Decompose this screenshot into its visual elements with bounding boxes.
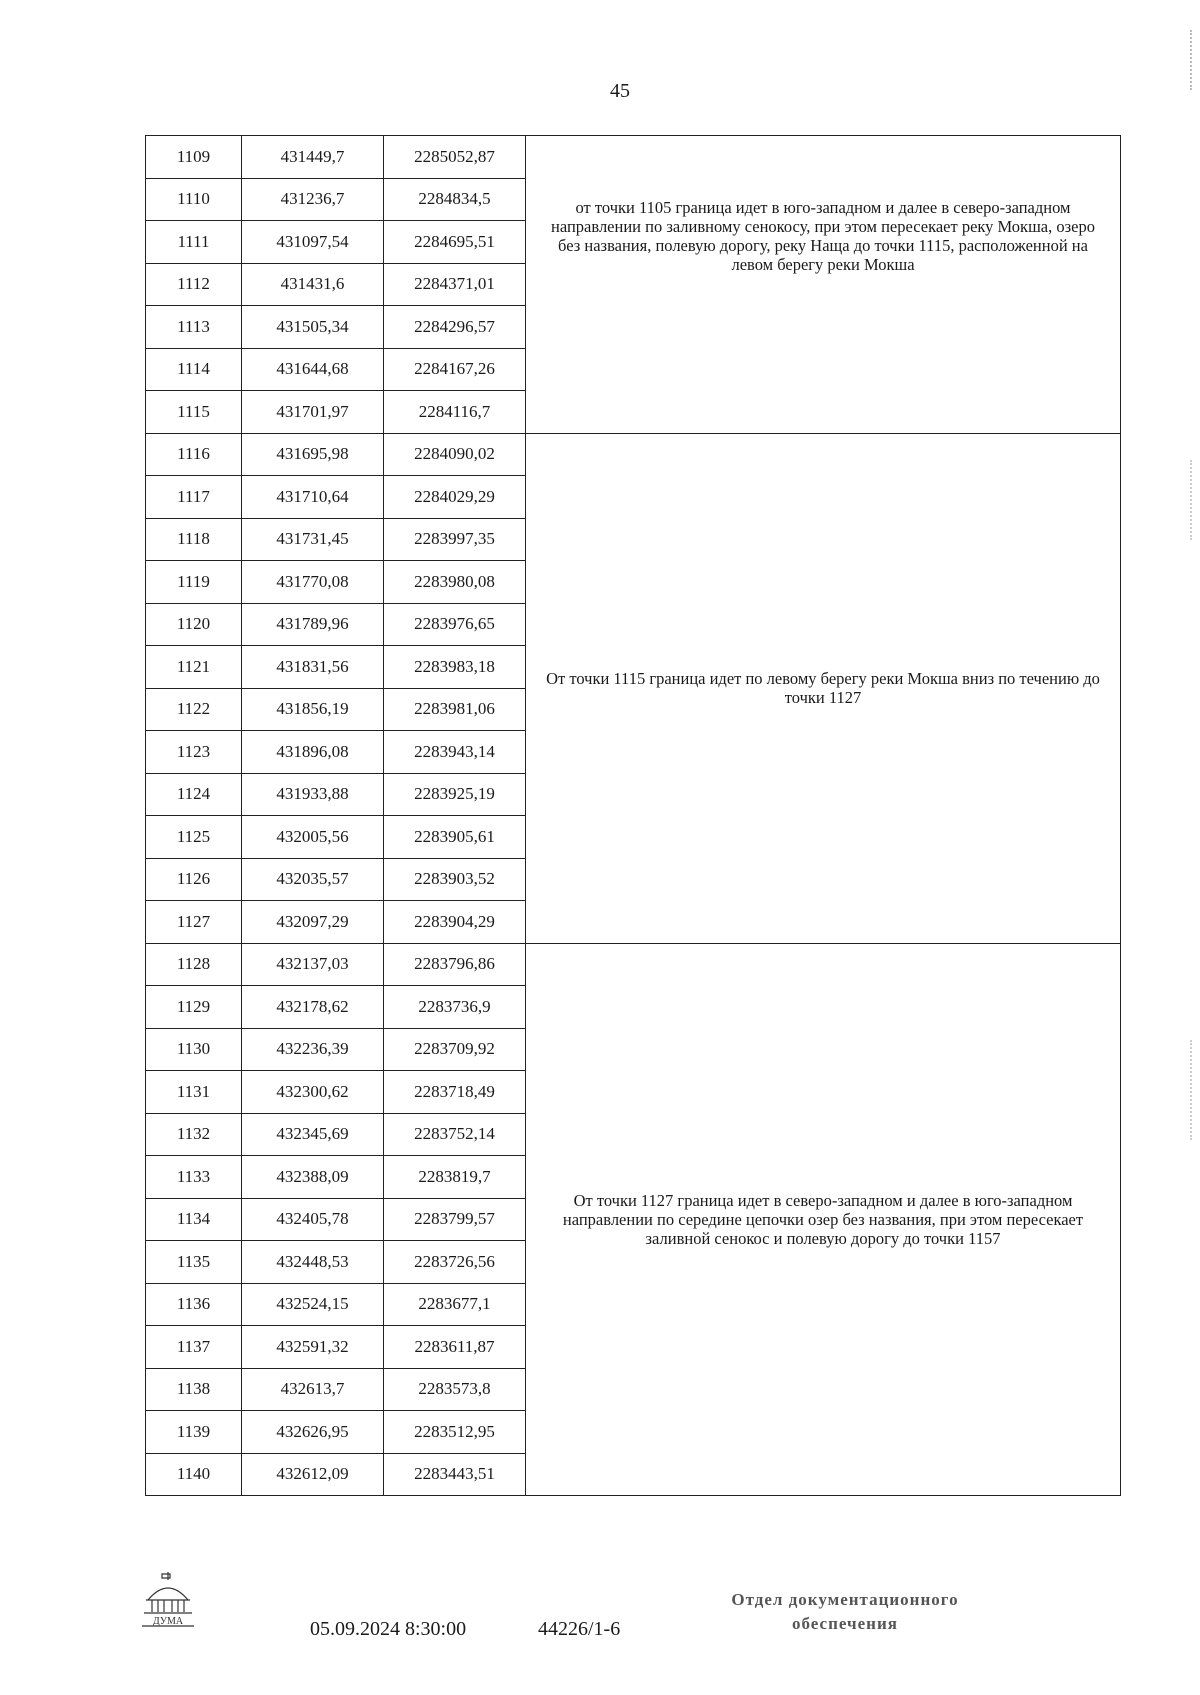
point-number: 1138 [146,1368,242,1411]
table-row [146,943,1121,986]
stamp-date: 05.09.2024 8:30:00 [310,1618,467,1640]
point-number: 1127 [146,901,242,944]
x-coordinate: 432035,57 [242,858,384,901]
y-coordinate: 2284834,5 [384,178,526,221]
point-number: 1124 [146,773,242,816]
x-coordinate: 431896,08 [242,731,384,774]
point-number: 1112 [146,263,242,306]
point-number: 1133 [146,1156,242,1199]
y-coordinate: 2283443,51 [384,1453,526,1496]
point-number: 1119 [146,561,242,604]
boundary-description [526,433,1121,943]
point-number: 1109 [146,136,242,179]
boundary-description [526,943,1121,1496]
point-number: 1136 [146,1283,242,1326]
x-coordinate: 432626,95 [242,1411,384,1454]
y-coordinate: 2283752,14 [384,1113,526,1156]
point-number: 1115 [146,391,242,434]
boundary-description-text: от точки 1105 граница идет в юго-западном и далее в северо-западном направлении по заливному сенокосу, при этом пересекает реку Мокша, озеро без названия, полевую дорогу, реку Наща до точки 1115, расположенной на левом берегу реки Мокша [551,198,1095,274]
boundary-description-text: От точки 1115 граница идет по левому берегу реки Мокша вниз по течению до точки 1127 [546,669,1100,707]
y-coordinate: 2283905,61 [384,816,526,859]
coordinates-table [145,135,1121,1496]
point-number: 1134 [146,1198,242,1241]
x-coordinate: 431789,96 [242,603,384,646]
x-coordinate: 432612,09 [242,1453,384,1496]
y-coordinate: 2284029,29 [384,476,526,519]
margin-scan-marks [1186,460,1192,540]
x-coordinate: 432005,56 [242,816,384,859]
department-stamp [700,1588,990,1636]
point-number: 1122 [146,688,242,731]
point-number: 1140 [146,1453,242,1496]
duma-logo [140,1570,196,1630]
y-coordinate: 2283904,29 [384,901,526,944]
point-number: 1125 [146,816,242,859]
x-coordinate: 432388,09 [242,1156,384,1199]
point-number: 1111 [146,221,242,264]
x-coordinate: 431701,97 [242,391,384,434]
point-number: 1129 [146,986,242,1029]
svg-text:ДУМА: ДУМА [152,1616,184,1627]
x-coordinate: 432524,15 [242,1283,384,1326]
y-coordinate: 2283718,49 [384,1071,526,1114]
point-number: 1114 [146,348,242,391]
y-coordinate: 2284116,7 [384,391,526,434]
point-number: 1120 [146,603,242,646]
x-coordinate: 431770,08 [242,561,384,604]
x-coordinate: 431710,64 [242,476,384,519]
x-coordinate: 432405,78 [242,1198,384,1241]
x-coordinate: 431236,7 [242,178,384,221]
x-coordinate: 431856,19 [242,688,384,731]
margin-scan-marks [1186,1040,1192,1140]
point-number: 1137 [146,1326,242,1369]
boundary-description [526,136,1121,434]
point-number: 1126 [146,858,242,901]
y-coordinate: 2283573,8 [384,1368,526,1411]
point-number: 1131 [146,1071,242,1114]
point-number: 1121 [146,646,242,689]
x-coordinate: 432097,29 [242,901,384,944]
y-coordinate: 2283512,95 [384,1411,526,1454]
point-number: 1123 [146,731,242,774]
point-number: 1132 [146,1113,242,1156]
y-coordinate: 2283726,56 [384,1241,526,1284]
department-line-1: Отдел документационного [731,1590,959,1609]
x-coordinate: 431731,45 [242,518,384,561]
x-coordinate: 432236,39 [242,1028,384,1071]
y-coordinate: 2283677,1 [384,1283,526,1326]
point-number: 1135 [146,1241,242,1284]
x-coordinate: 431097,54 [242,221,384,264]
y-coordinate: 2283976,65 [384,603,526,646]
x-coordinate: 431644,68 [242,348,384,391]
y-coordinate: 2283709,92 [384,1028,526,1071]
y-coordinate: 2283819,7 [384,1156,526,1199]
department-line-2: обеспечения [792,1614,898,1633]
page-number: 45 [610,80,630,102]
y-coordinate: 2283796,86 [384,943,526,986]
point-number: 1130 [146,1028,242,1071]
page-footer [0,1570,1200,1670]
y-coordinate: 2283997,35 [384,518,526,561]
x-coordinate: 432345,69 [242,1113,384,1156]
y-coordinate: 2283980,08 [384,561,526,604]
x-coordinate: 431831,56 [242,646,384,689]
y-coordinate: 2283983,18 [384,646,526,689]
table-row [146,433,1121,476]
x-coordinate: 431431,6 [242,263,384,306]
point-number: 1139 [146,1411,242,1454]
y-coordinate: 2283736,9 [384,986,526,1029]
y-coordinate: 2283943,14 [384,731,526,774]
y-coordinate: 2284090,02 [384,433,526,476]
x-coordinate: 432178,62 [242,986,384,1029]
point-number: 1117 [146,476,242,519]
x-coordinate: 432613,7 [242,1368,384,1411]
y-coordinate: 2283611,87 [384,1326,526,1369]
x-coordinate: 432300,62 [242,1071,384,1114]
point-number: 1116 [146,433,242,476]
x-coordinate: 431449,7 [242,136,384,179]
y-coordinate: 2285052,87 [384,136,526,179]
x-coordinate: 431933,88 [242,773,384,816]
document-id: 44226/1-6 [538,1618,621,1640]
y-coordinate: 2284695,51 [384,221,526,264]
y-coordinate: 2283925,19 [384,773,526,816]
x-coordinate: 432137,03 [242,943,384,986]
point-number: 1110 [146,178,242,221]
y-coordinate: 2284296,57 [384,306,526,349]
point-number: 1118 [146,518,242,561]
y-coordinate: 2284371,01 [384,263,526,306]
boundary-description-text: От точки 1127 граница идет в северо-западном и далее в юго-западном направлении по середине цепочки озер без названия, при этом пересекает заливной сенокос и полевую дорогу до точки 1157 [562,1190,1084,1248]
x-coordinate: 432591,32 [242,1326,384,1369]
x-coordinate: 431695,98 [242,433,384,476]
table-row [146,136,1121,179]
y-coordinate: 2283903,52 [384,858,526,901]
y-coordinate: 2283981,06 [384,688,526,731]
y-coordinate: 2284167,26 [384,348,526,391]
x-coordinate: 432448,53 [242,1241,384,1284]
x-coordinate: 431505,34 [242,306,384,349]
point-number: 1113 [146,306,242,349]
point-number: 1128 [146,943,242,986]
y-coordinate: 2283799,57 [384,1198,526,1241]
